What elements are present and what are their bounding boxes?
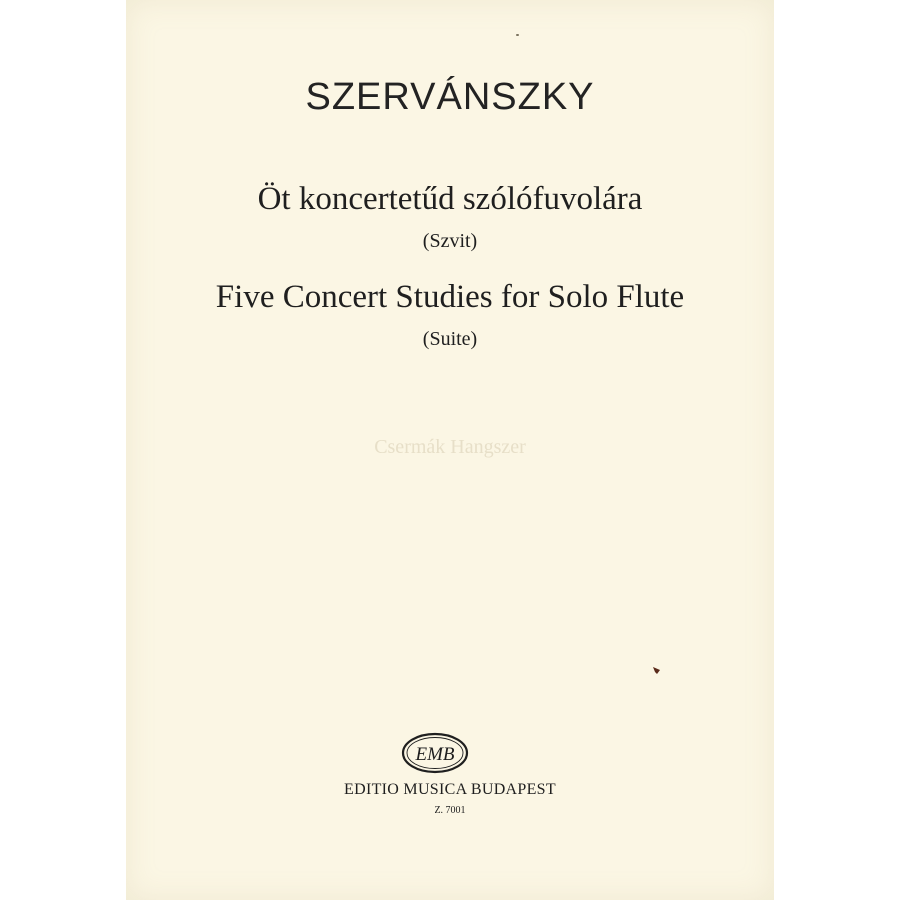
publisher-name: EDITIO MUSICA BUDAPEST — [344, 781, 556, 798]
subtitle-english: (Suite) — [422, 328, 478, 350]
composer-name: SZERVÁNSZKY — [305, 76, 595, 118]
title-english: Five Concert Studies for Solo Flute — [215, 279, 685, 315]
title-hungarian: Öt koncertetűd szólófuvolára — [257, 181, 643, 217]
catalog-number: Z. 7001 — [434, 805, 466, 816]
paper-speck — [516, 34, 519, 36]
ink-speck — [652, 666, 661, 675]
subtitle-hungarian: (Szvit) — [422, 230, 478, 252]
score-cover — [126, 0, 774, 900]
emb-logo — [400, 731, 470, 775]
logo-text: EMB — [415, 744, 455, 765]
watermark: Csermák Hangszer — [374, 436, 526, 458]
